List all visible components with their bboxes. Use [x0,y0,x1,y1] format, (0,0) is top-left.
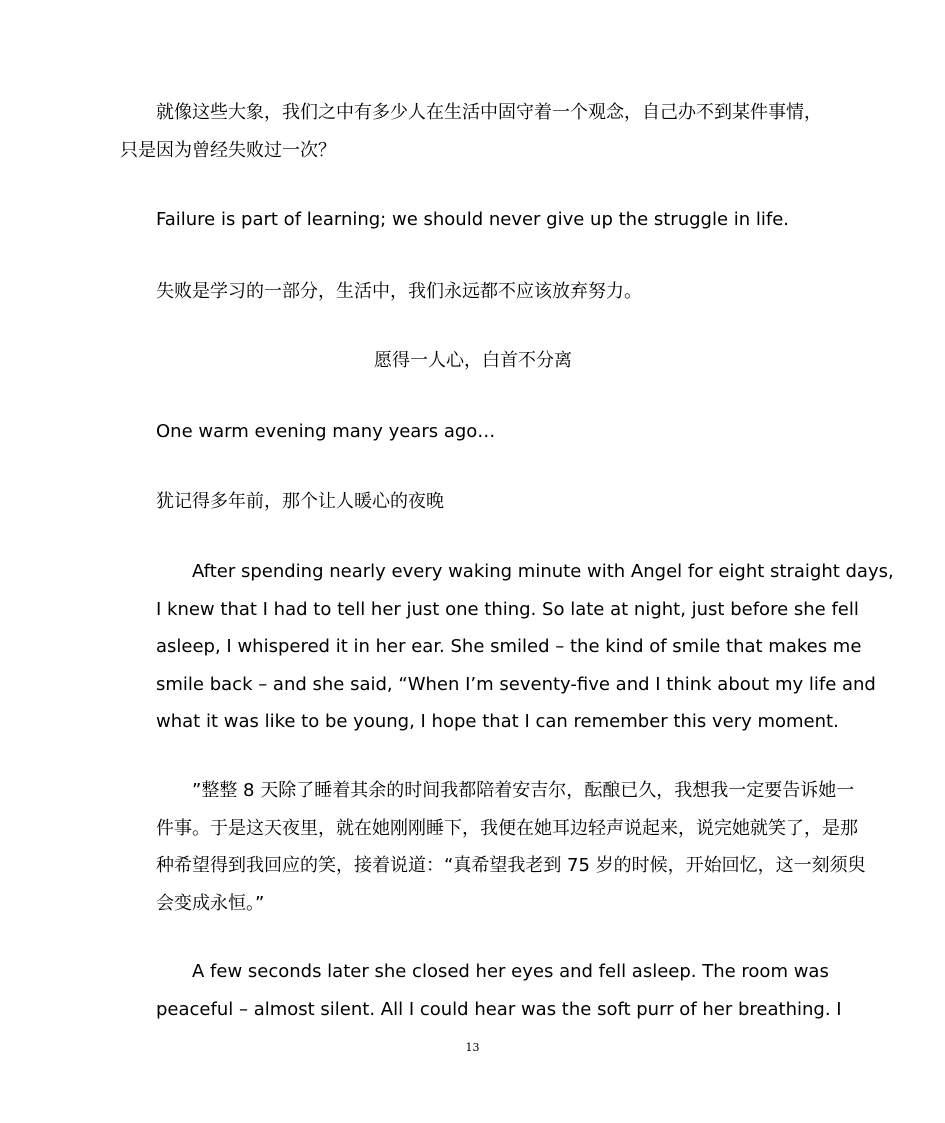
section-heading [120,342,826,380]
paragraph-line: 犹记得多年前，那个让人暖心的夜晚 [156,491,444,512]
paragraph-line: 种希望得到我回应的笑，接着说道：“真希望我老到 75 岁的时候，开始回忆，这一刻须臾 [156,855,866,876]
paragraph-line: what it was like to be young, I hope that I can remember this very moment. [156,711,839,732]
paragraph-line: 会变成永恒。” [156,892,265,914]
paragraph-angel-story-en [120,553,894,741]
paragraph-line: After spending nearly every waking minute with Angel for eight straight days, [192,561,894,582]
paragraph-line: One warm evening many years ago… [156,421,496,442]
paragraph-warm-evening-en [120,413,826,451]
paragraph-failure-zh [120,273,826,311]
paragraph-line: 就像这些大象，我们之中有多少人在生活中固守着一个观念，自己办不到某件事情， [156,102,822,123]
paragraph-line: 失败是学习的一部分，生活中，我们永远都不应该放弃努力。 [156,281,642,302]
paragraph-line: smile back – and she said, “When I’m seventy-five and I think about my life and [156,673,876,695]
paragraph-line: 只是因为曾经失败过一次？ [120,139,336,161]
paragraph-line: 件事。于是这天夜里，就在她刚刚睡下，我便在她耳边轻声说起来，说完她就笑了，是那 [156,817,858,839]
paragraph-line: peaceful – almost silent. All I could hear was the soft purr of her breathing. I [156,998,842,1020]
paragraph-line: ”整整 8 天除了睡着其余的时间我都陪着安吉尔，酝酿已久，我想我一定要告诉她一 [192,780,855,801]
paragraph-line: I knew that I had to tell her just one thing. So late at night, just before she fell [156,598,859,620]
paragraph-asleep-en [120,953,842,1028]
paragraph-angel-story-zh [120,772,866,922]
paragraph-line: A few seconds later she closed her eyes and fell asleep. The room was [192,961,829,982]
heading-text: 愿得一人心，白首不分离 [374,350,572,371]
paragraph-warm-evening-zh [120,483,826,521]
paragraph-line: asleep, I whispered it in her ear. She smiled – the kind of smile that makes me [156,636,862,657]
page-number: 13 [465,1041,480,1054]
paragraph-line: Failure is part of learning; we should never give up the struggle in life. [156,209,790,230]
paragraph-elephants-question [120,94,826,169]
paragraph-failure-en [120,201,826,239]
